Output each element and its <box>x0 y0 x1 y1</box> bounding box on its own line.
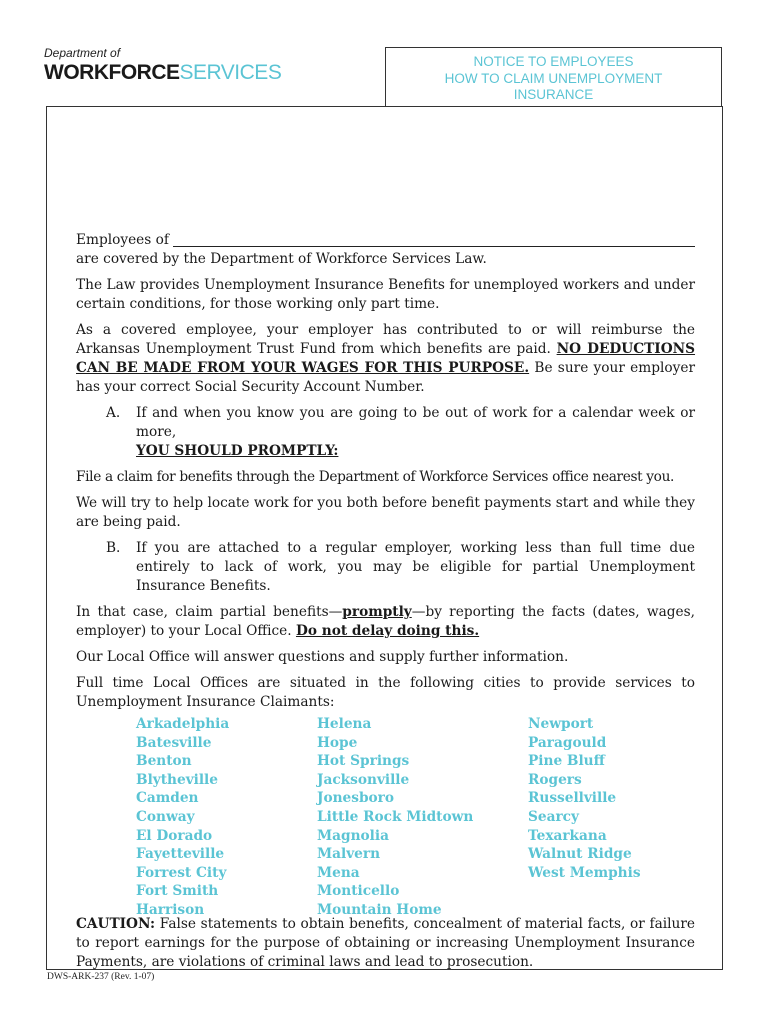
full-time-offices-text: Full time Local Offices are situated in the following cities to provide services to Unemployment Insurance Claimants: <box>76 675 695 710</box>
caution-label: CAUTION: <box>76 916 156 932</box>
law-provides-paragraph: The Law provides Unemployment Insurance Benefits for unemployed workers and under certain conditions, for those working only part time. <box>76 277 695 312</box>
section-b-text: If you are attached to a regular employer, working less than full time due entirely to lack of work, you may be eligible for partial Unemployment Insurance Benefits. <box>136 540 695 594</box>
you-should-promptly: YOU SHOULD PROMPTLY: <box>136 443 339 459</box>
city-item: Monticello <box>317 883 400 900</box>
city-item: Helena <box>317 716 372 732</box>
city-item: Conway <box>136 808 195 825</box>
locate-work-text: We will try to help locate work for you both before benefit payments start and while they are being paid. <box>76 495 695 530</box>
city-item: Blytheville <box>136 771 218 788</box>
city-item: Rogers <box>528 771 582 788</box>
employees-of-line <box>76 231 695 250</box>
city-item: Little Rock Midtown <box>317 808 474 825</box>
employees-of-label: Employees of <box>76 232 169 248</box>
city-item: Jacksonville <box>317 771 410 788</box>
partial-benefits-instructions: —by reporting the facts (dates, wages, employer) to your Local Office. <box>76 604 695 639</box>
city-item: Forrest City <box>136 864 227 881</box>
city-item: West Memphis <box>528 864 641 881</box>
cities-column-3 <box>528 715 641 882</box>
employer-name-blank[interactable] <box>173 231 695 247</box>
logo-brand-light: SERVICES <box>179 61 282 84</box>
promptly-emphasis: promptly <box>342 604 412 620</box>
office-cities-list <box>76 715 695 918</box>
city-item: Malvern <box>317 846 381 863</box>
city-item: Newport <box>528 716 594 732</box>
logo-department-text: Department of <box>44 46 121 60</box>
city-item: Hope <box>317 734 358 751</box>
city-item: El Dorado <box>136 827 213 844</box>
caution-text: False statements to obtain benefits, concealment of material facts, or failure to report earnings for the purpose of obtaining or increasing Unemployment Insurance Payments, are violations of criminal laws and lead to prosecution. <box>76 916 695 970</box>
notice-title-line-3: INSURANCE <box>513 87 594 102</box>
city-item: Russellville <box>528 790 617 807</box>
city-item: Benton <box>136 753 192 770</box>
section-a-text <box>136 404 695 461</box>
city-item: Magnolia <box>317 827 389 844</box>
partial-benefits-intro: In that case, claim partial benefits— <box>76 604 343 620</box>
logo-brand-bold: WORKFORCE <box>44 61 180 84</box>
city-item: Fayetteville <box>136 846 225 863</box>
agency-logo <box>44 46 281 85</box>
caution-paragraph <box>76 915 695 972</box>
covered-by-law-text: are covered by the Department of Workforce Services Law. <box>76 251 487 267</box>
covered-employee-paragraph <box>76 321 695 397</box>
section-a-marker: A. <box>106 405 121 421</box>
city-item: Texarkana <box>528 827 607 844</box>
city-item: Paragould <box>528 734 607 751</box>
no-deductions-notice: NO DEDUCTIONS CAN BE MADE FROM YOUR WAGES FOR THIS PURPOSE. <box>76 341 696 376</box>
file-claim-text: File a claim for benefits through the Department of Workforce Services office nearest you. <box>76 469 675 485</box>
cities-column-2 <box>317 715 473 920</box>
section-b-marker: B. <box>106 540 121 556</box>
city-item: Walnut Ridge <box>528 846 632 863</box>
form-number: DWS-ARK-237 (Rev. 1-07) <box>47 972 155 982</box>
do-not-delay-notice: Do not delay doing this. <box>295 623 480 639</box>
ssn-reminder-text: Be sure your employer has your correct Social Security Account Number. <box>76 360 695 395</box>
city-item: Searcy <box>528 808 579 825</box>
city-item: Mena <box>317 864 360 881</box>
notice-title-line-1: NOTICE TO EMPLOYEES <box>473 54 634 69</box>
city-item: Camden <box>136 790 199 807</box>
logo-brand <box>44 61 281 85</box>
city-item: Arkadelphia <box>136 716 230 732</box>
city-item: Mountain Home <box>317 901 442 918</box>
city-item: Jonesboro <box>317 790 395 807</box>
partial-benefits-text <box>76 603 695 641</box>
section-a-sentence: If and when you know you are going to be out of work for a calendar week or more, <box>136 405 695 440</box>
notice-title-box <box>385 47 722 107</box>
notice-title-line-2: HOW TO CLAIM UNEMPLOYMENT <box>444 70 663 86</box>
notice-body <box>76 231 695 972</box>
section-b <box>76 539 695 596</box>
covered-employee-text: As a covered employee, your employer has contributed to or will reimburse the Arkansas Unemployment Trust Fund from which benefits are paid. <box>76 322 695 357</box>
city-item: Fort Smith <box>136 883 219 900</box>
city-item: Batesville <box>136 734 212 751</box>
city-item: Hot Springs <box>317 753 410 770</box>
city-item: Harrison <box>136 901 205 918</box>
cities-column-1 <box>136 715 229 920</box>
city-item: Pine Bluff <box>528 753 605 770</box>
local-office-text: Our Local Office will answer questions and supply further information. <box>76 649 569 665</box>
section-a <box>76 404 695 461</box>
